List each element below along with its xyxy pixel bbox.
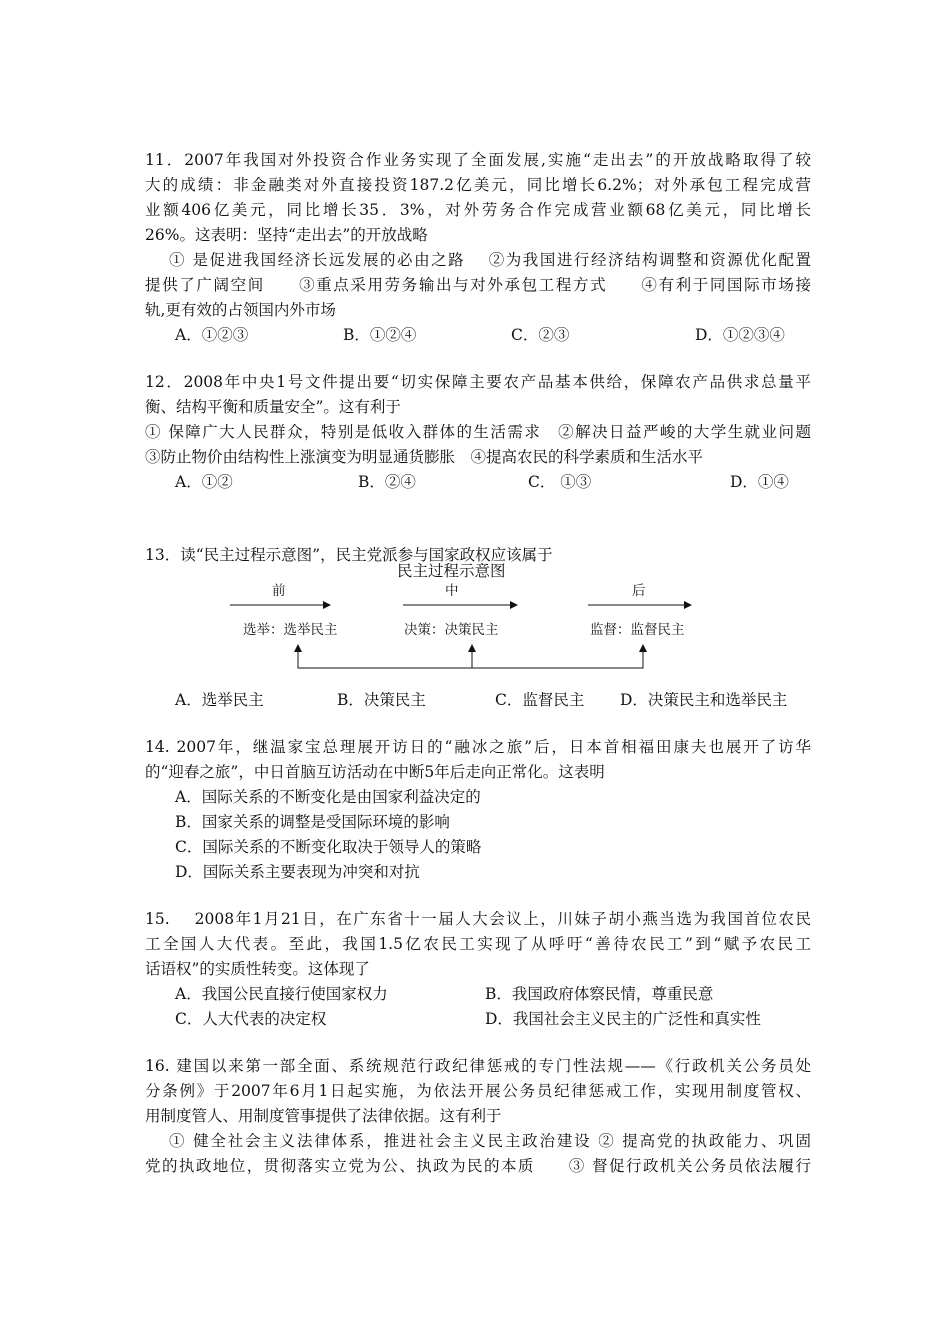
box-decision: 决策：决策民主 bbox=[404, 622, 499, 638]
q14-stem-line: 的“迎春之旅”，中日首脑互访活动在中断5年后走向正常化。这表明 bbox=[145, 763, 605, 781]
question-16 bbox=[145, 1054, 811, 1179]
q15-option-d[interactable]: D．我国社会主义民主的广泛性和真实性 bbox=[485, 1010, 761, 1028]
diagram-title: 民主过程示意图 bbox=[397, 562, 506, 580]
stage-during: 中 bbox=[445, 583, 459, 599]
q11-option-b[interactable]: B．①②④ bbox=[343, 326, 417, 344]
q13-options bbox=[145, 688, 811, 713]
q15-stem-line: 工全国人大代表。至此，我国1.5亿农民工实现了从呼吁“善待农民工”到“赋予农民工 bbox=[145, 935, 811, 953]
q11-item-line: ① 是促进我国经济长远发展的必由之路 ②为我国进行经济结构调整和资源优化配置 bbox=[169, 251, 811, 269]
q13-option-c[interactable]: C．监督民主 bbox=[495, 691, 585, 709]
q16-stem-line: 用制度管人、用制度管事提供了法律依据。这有利于 bbox=[145, 1107, 502, 1125]
q11-stem-line: 大的成绩：非金融类对外直接投资187.2亿美元，同比增长6.2%；对外承包工程完成营 bbox=[145, 176, 811, 194]
q15-options-row-1 bbox=[145, 982, 811, 1007]
q14-option-a[interactable]: A．国际关系的不断变化是由国家利益决定的 bbox=[175, 788, 481, 806]
q11-option-d[interactable]: D．①②③④ bbox=[695, 326, 785, 344]
q16-stem-line: 16. 建国以来第一部全面、系统规范行政纪律惩戒的专门性法规——《行政机关公务员处 bbox=[145, 1057, 811, 1075]
q14-stem-line: 14. 2007年，继温家宝总理展开访日的“融冰之旅”后，日本首相福田康夫也展开了访华 bbox=[145, 738, 811, 756]
q12-option-a[interactable]: A．①② bbox=[175, 473, 233, 491]
question-15 bbox=[145, 907, 811, 1032]
q16-item-line: 党的执政地位，贯彻落实立党为公、执政为民的本质 ③ 督促行政机关公务员依法履行 bbox=[145, 1157, 811, 1175]
q12-stem-line: 衡、结构平衡和质量安全”。这有利于 bbox=[145, 398, 401, 416]
q12-options bbox=[145, 470, 811, 495]
box-election: 选举：选举民主 bbox=[243, 622, 338, 638]
q11-item-line: 提供了广阔空间 ③重点采用劳务输出与对外承包工程方式 ④有利于同国际市场接 bbox=[145, 276, 811, 294]
q11-option-c[interactable]: C．②③ bbox=[511, 326, 570, 344]
q12-item-line: ① 保障广大人民群众，特别是低收入群体的生活需求 ②解决日益严峻的大学生就业问题 bbox=[145, 423, 811, 441]
democracy-process-diagram bbox=[145, 562, 811, 688]
exam-page bbox=[145, 148, 811, 1179]
q11-stem-line: 26%。这表明：坚持“走出去”的开放战略 bbox=[145, 226, 428, 244]
question-14 bbox=[145, 735, 811, 885]
q14-option-b[interactable]: B．国家关系的调整是受国际环境的影响 bbox=[175, 813, 450, 831]
stage-after: 后 bbox=[632, 583, 646, 599]
q16-stem-line: 分条例》于2007年6月1日起实施，为依法开展公务员纪律惩戒工作，实现用制度管权、 bbox=[145, 1082, 811, 1100]
q15-option-a[interactable]: A．我国公民直接行使国家权力 bbox=[175, 985, 388, 1003]
q13-stem: 13．读“民主过程示意图”，民主党派参与国家政权应该属于 bbox=[145, 546, 553, 564]
q11-item-line: 轨,更有效的占领国内外市场 bbox=[145, 301, 336, 319]
box-supervision: 监督：监督民主 bbox=[590, 622, 685, 638]
feedback-connector bbox=[298, 646, 643, 668]
q11-options bbox=[145, 323, 811, 348]
q15-option-b[interactable]: B．我国政府体察民情，尊重民意 bbox=[485, 985, 714, 1003]
q12-stem-line: 12．2008年中央1号文件提出要“切实保障主要农产品基本供给，保障农产品供求总量平 bbox=[145, 373, 811, 391]
question-12 bbox=[145, 370, 811, 495]
q14-option-c[interactable]: C．国际关系的不断变化取决于领导人的策略 bbox=[175, 838, 482, 856]
q16-item-line: ① 健全社会主义法律体系，推进社会主义民主政治建设 ② 提高党的执政能力、巩固 bbox=[169, 1132, 811, 1150]
q12-option-d[interactable]: D．①④ bbox=[730, 473, 789, 491]
q11-stem-line: 11．2007年我国对外投资合作业务实现了全面发展,实施“走出去”的开放战略取得了较 bbox=[145, 151, 811, 169]
q12-option-c[interactable]: C． ①③ bbox=[528, 473, 592, 491]
q11-stem-line: 业额406亿美元，同比增长35．3%，对外劳务合作完成营业额68亿美元，同比增长 bbox=[145, 201, 811, 219]
q15-option-c[interactable]: C．人大代表的决定权 bbox=[175, 1010, 327, 1028]
stage-before: 前 bbox=[272, 583, 286, 599]
q13-option-b[interactable]: B．决策民主 bbox=[337, 691, 426, 709]
q12-item-line: ③防止物价由结构性上涨演变为明显通货膨胀 ④提高农民的科学素质和生活水平 bbox=[145, 448, 704, 466]
q14-option-d[interactable]: D．国际关系主要表现为冲突和对抗 bbox=[175, 863, 420, 881]
question-11 bbox=[145, 148, 811, 348]
q11-option-a[interactable]: A．①②③ bbox=[175, 326, 249, 344]
q15-options-row-2 bbox=[145, 1007, 811, 1032]
q15-stem-line: 15. 2008年1月21日，在广东省十一届人大会议上，川妹子胡小燕当选为我国首位农民 bbox=[145, 910, 811, 928]
q13-option-d[interactable]: D．决策民主和选举民主 bbox=[620, 691, 788, 709]
q13-option-a[interactable]: A．选举民主 bbox=[175, 691, 264, 709]
question-13 bbox=[145, 543, 811, 713]
q12-option-b[interactable]: B．②④ bbox=[358, 473, 416, 491]
q15-stem-line: 话语权”的实质性转变。这体现了 bbox=[145, 960, 370, 978]
